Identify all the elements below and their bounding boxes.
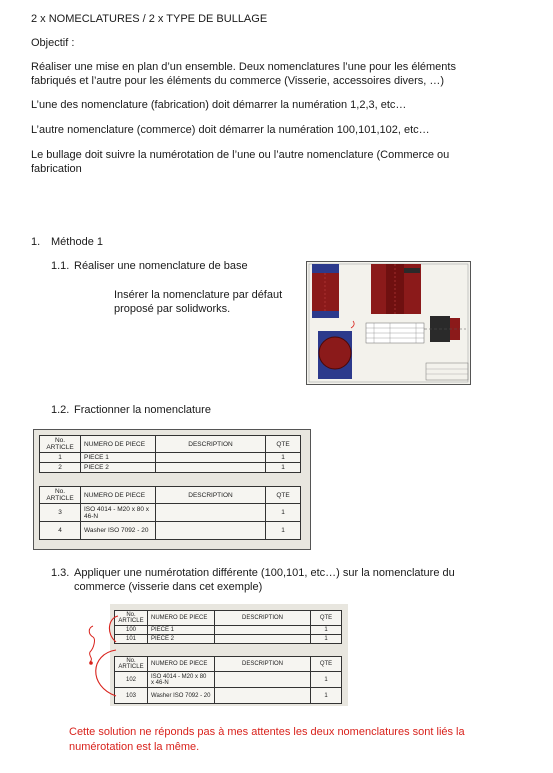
cell-description bbox=[156, 463, 266, 473]
bom-commerce-table bbox=[114, 656, 342, 704]
table-row bbox=[40, 504, 301, 522]
cell-no: 3 bbox=[40, 504, 81, 522]
header-piece: NUMERO DE PIECE bbox=[81, 487, 156, 504]
cell-piece: Washer ISO 7092 - 20 bbox=[81, 522, 156, 540]
split-bom-screenshot bbox=[33, 429, 311, 550]
section-1-3-line-1: Appliquer une numérotation différente (100,101, etc…) sur la nomenclature du bbox=[74, 567, 455, 579]
cell-piece: ISO 4014 - M20 x 80 x 46-N bbox=[148, 672, 215, 688]
table-row bbox=[40, 463, 301, 473]
bom-fabrication-table bbox=[114, 610, 342, 644]
part-blue-top bbox=[312, 264, 339, 273]
header-qty: QTE bbox=[311, 657, 342, 672]
paragraph-3: L’autre nomenclature (commerce) doit démarrer la numération 100,101,102, etc… bbox=[31, 124, 430, 136]
cell-description bbox=[156, 504, 266, 522]
cell-qty: 1 bbox=[266, 504, 301, 522]
renumbered-bom-screenshot bbox=[60, 604, 348, 706]
table-header-row bbox=[40, 487, 301, 504]
cell-qty: 1 bbox=[311, 626, 342, 635]
cell-qty: 1 bbox=[266, 463, 301, 473]
header-description: DESCRIPTION bbox=[156, 436, 266, 453]
paragraph-4-line-1: Le bullage doit suivre la numérotation de l’une ou l’autre nomenclature (Commerce ou bbox=[31, 149, 450, 161]
header-no: No. ARTICLE bbox=[115, 611, 148, 626]
table-row bbox=[115, 672, 342, 688]
header-no: No. ARTICLE bbox=[40, 436, 81, 453]
header-qty: QTE bbox=[266, 487, 301, 504]
header-qty: QTE bbox=[311, 611, 342, 626]
header-description: DESCRIPTION bbox=[215, 657, 311, 672]
cell-no: 103 bbox=[115, 688, 148, 704]
cell-no: 101 bbox=[115, 635, 148, 644]
cell-qty: 1 bbox=[311, 635, 342, 644]
paragraph-2: L’une des nomenclature (fabrication) doit démarrer la numération 1,2,3, etc… bbox=[31, 99, 407, 111]
paragraph-1-line-2: fabriqués et l’autre pour les éléments du commerce (Visserie, accessoires divers, …) bbox=[31, 75, 445, 87]
cell-qty: 1 bbox=[311, 688, 342, 704]
methode-number: 1. bbox=[31, 236, 41, 248]
cell-piece: PIECE 1 bbox=[148, 626, 215, 635]
table-header-row bbox=[115, 657, 342, 672]
cell-description bbox=[156, 522, 266, 540]
cell-no: 1 bbox=[40, 453, 81, 463]
objectif-label: Objectif : bbox=[31, 37, 75, 49]
cell-description bbox=[156, 453, 266, 463]
cell-piece: PIECE 2 bbox=[148, 635, 215, 644]
document-title: 2 x NOMECLATURES / 2 x TYPE DE BULLAGE bbox=[31, 13, 268, 25]
table-row bbox=[115, 688, 342, 704]
cell-no: 102 bbox=[115, 672, 148, 688]
cell-qty: 1 bbox=[266, 522, 301, 540]
cell-piece: PIECE 2 bbox=[81, 463, 156, 473]
table-row bbox=[115, 626, 342, 635]
table-row bbox=[40, 453, 301, 463]
conclusion-line-2: numérotation est la même. bbox=[69, 741, 200, 753]
cell-description bbox=[215, 672, 311, 688]
section-1-1-number: 1.1. bbox=[51, 260, 70, 272]
table-row bbox=[115, 635, 342, 644]
section-1-3-line-2: commerce (visserie dans cet exemple) bbox=[74, 581, 263, 593]
cell-no: 100 bbox=[115, 626, 148, 635]
bom-commerce-table bbox=[39, 486, 301, 540]
cell-no: 4 bbox=[40, 522, 81, 540]
cell-description bbox=[215, 626, 311, 635]
paragraph-1-line-1: Réaliser une mise en plan d’un ensemble. Deux nomenclatures l’une pour les éléments bbox=[31, 61, 456, 73]
section-1-1-note-line-2: proposé par solidworks. bbox=[114, 303, 231, 315]
section-1-2-heading: Fractionner la nomenclature bbox=[74, 404, 211, 416]
cell-piece: PIECE 1 bbox=[81, 453, 156, 463]
drawing-sheet-thumbnail bbox=[306, 261, 471, 385]
cell-description bbox=[215, 688, 311, 704]
header-no: No. ARTICLE bbox=[40, 487, 81, 504]
header-qty: QTE bbox=[266, 436, 301, 453]
cell-piece: Washer ISO 7092 - 20 bbox=[148, 688, 215, 704]
header-piece: NUMERO DE PIECE bbox=[81, 436, 156, 453]
red-annotation-marks bbox=[60, 604, 120, 706]
cell-no: 2 bbox=[40, 463, 81, 473]
header-piece: NUMERO DE PIECE bbox=[148, 657, 215, 672]
header-piece: NUMERO DE PIECE bbox=[148, 611, 215, 626]
cell-piece: ISO 4014 - M20 x 80 x 46-N bbox=[81, 504, 156, 522]
paragraph-4-line-2: fabrication bbox=[31, 163, 82, 175]
table-header-row bbox=[115, 611, 342, 626]
bom-fabrication-table bbox=[39, 435, 301, 473]
table-header-row bbox=[40, 436, 301, 453]
header-description: DESCRIPTION bbox=[156, 487, 266, 504]
part-blue-base bbox=[312, 311, 339, 318]
header-description: DESCRIPTION bbox=[215, 611, 311, 626]
section-1-3-number: 1.3. bbox=[51, 567, 70, 579]
table-row bbox=[40, 522, 301, 540]
header-no: No. ARTICLE bbox=[115, 657, 148, 672]
section-1-1-note-line-1: Insérer la nomenclature par défaut bbox=[114, 289, 283, 301]
cell-qty: 1 bbox=[266, 453, 301, 463]
part-red-body bbox=[312, 273, 339, 311]
section-1-1-heading: Réaliser une nomenclature de base bbox=[74, 260, 248, 272]
cell-qty: 1 bbox=[311, 672, 342, 688]
cell-description bbox=[215, 635, 311, 644]
section-1-2-number: 1.2. bbox=[51, 404, 70, 416]
methode-heading: Méthode 1 bbox=[51, 236, 103, 248]
conclusion-line-1: Cette solution ne réponds pas à mes attentes les deux nomenclatures sont liés la bbox=[69, 726, 465, 738]
